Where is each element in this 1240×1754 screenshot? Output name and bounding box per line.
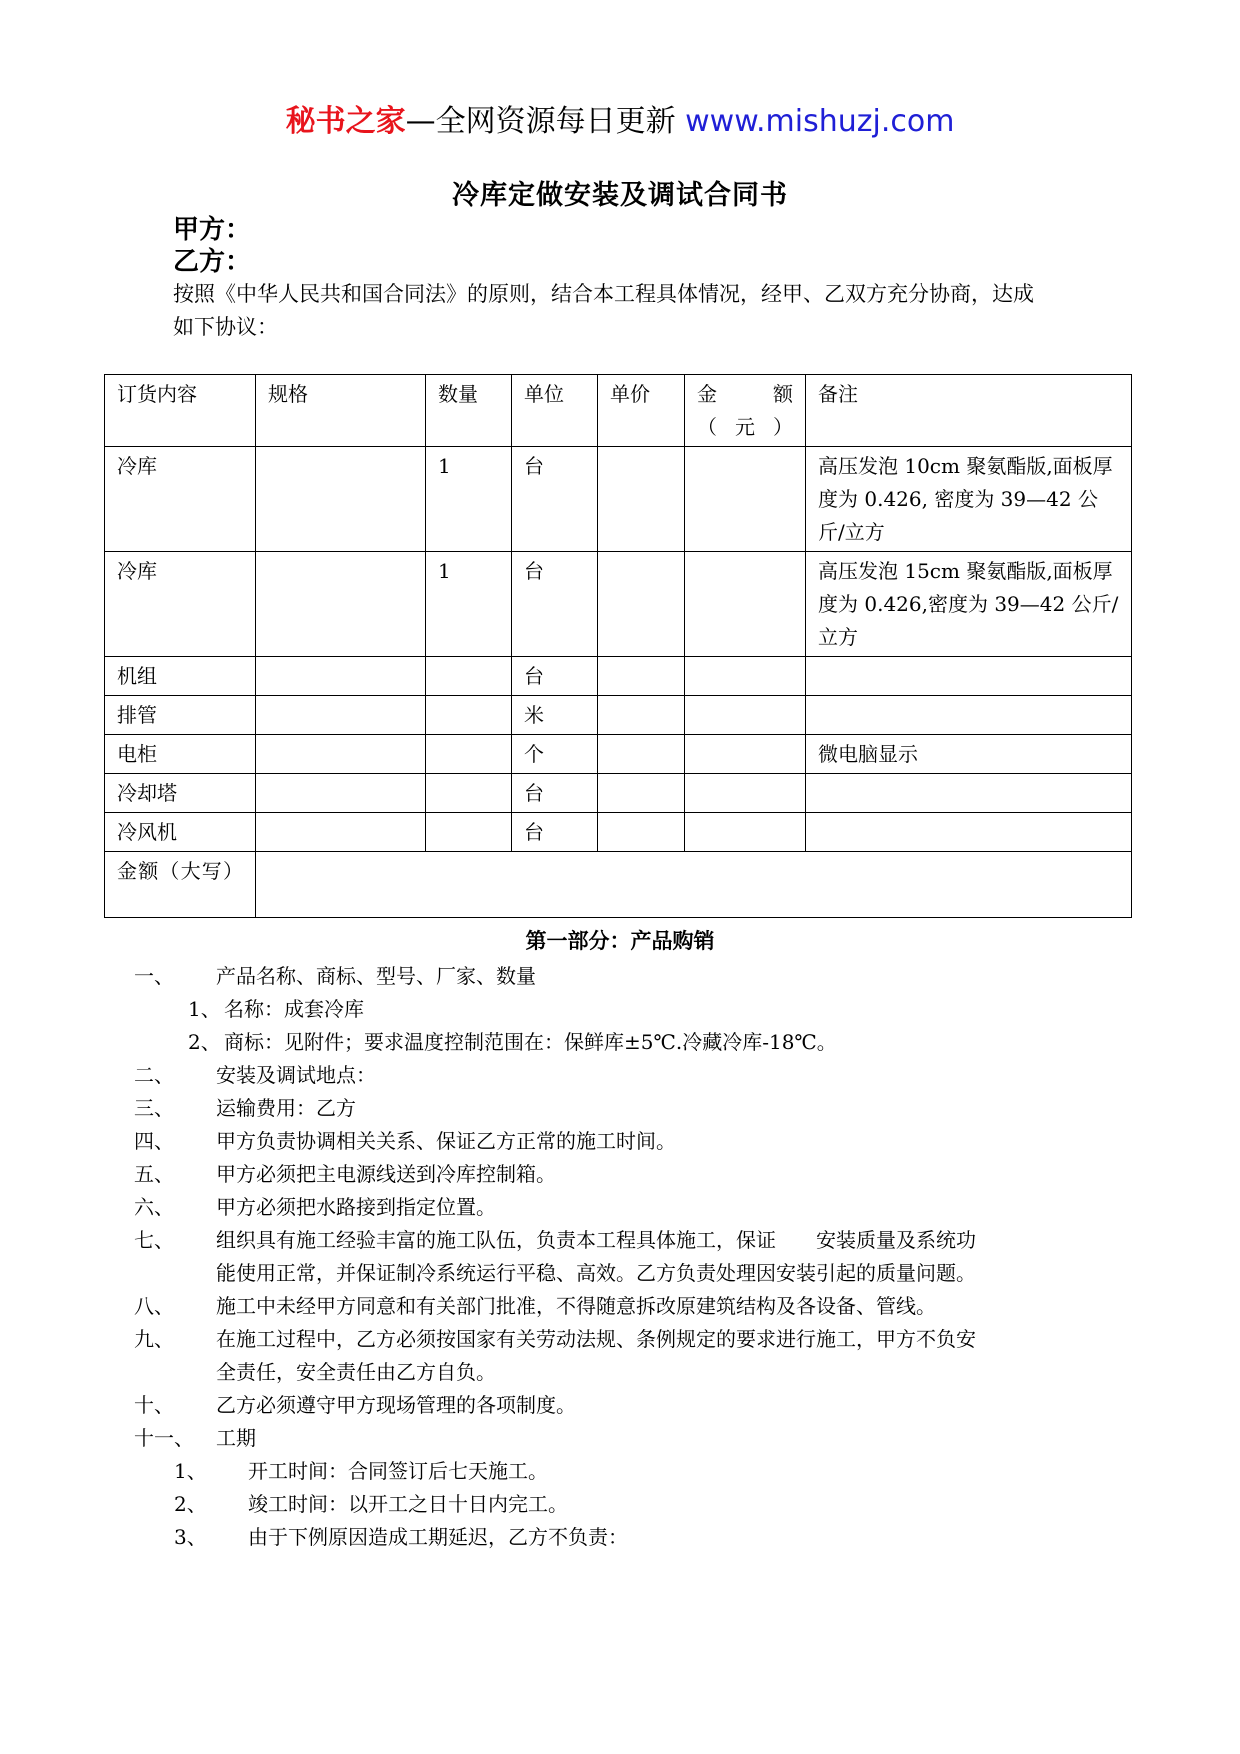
cell-unit: 台 bbox=[512, 447, 598, 552]
cell-amount bbox=[685, 447, 806, 552]
brand-name: 秘书之家 bbox=[285, 104, 406, 139]
cell-qty bbox=[426, 735, 512, 774]
clause-text: 产品名称、商标、型号、厂家、数量 bbox=[216, 964, 536, 988]
table-row bbox=[105, 552, 1132, 657]
clause-number: 十一、 bbox=[134, 1426, 194, 1450]
header-amount: 金 额（元） bbox=[685, 375, 806, 447]
clause-number: 2、 bbox=[188, 1030, 221, 1054]
party-a-label: 甲方： bbox=[173, 215, 252, 245]
header-unit: 单位 bbox=[512, 375, 598, 447]
intro-line-2: 如下协议： bbox=[173, 315, 278, 339]
clause-number: 一、 bbox=[134, 964, 174, 988]
clause-number: 七、 bbox=[134, 1228, 174, 1252]
clause-text: 运输费用：乙方 bbox=[216, 1096, 356, 1120]
cell-unit: 台 bbox=[512, 813, 598, 852]
clause-text: 组织具有施工经验丰富的施工队伍，负责本工程具体施工，保证 安装质量及系统功 bbox=[216, 1228, 976, 1252]
party-b-label: 乙方： bbox=[173, 247, 252, 277]
clause-number: 十、 bbox=[134, 1393, 174, 1417]
clause-text: 商标：见附件；要求温度控制范围在：保鲜库±5℃.冷藏冷库-18℃。 bbox=[224, 1030, 837, 1054]
cell-price bbox=[598, 735, 685, 774]
cell-spec bbox=[256, 447, 426, 552]
cell-spec bbox=[256, 696, 426, 735]
header-item: 订货内容 bbox=[105, 375, 256, 447]
clause-text: 安装及调试地点： bbox=[216, 1063, 376, 1087]
cell-price bbox=[598, 696, 685, 735]
document-title: 冷库定做安装及调试合同书 bbox=[452, 180, 788, 211]
cell-unit: 台 bbox=[512, 774, 598, 813]
cell-qty: 1 bbox=[426, 552, 512, 657]
cell-item: 机组 bbox=[105, 657, 256, 696]
header-price: 单价 bbox=[598, 375, 685, 447]
clause-text: 乙方必须遵守甲方现场管理的各项制度。 bbox=[216, 1393, 576, 1417]
clause-text: 在施工过程中，乙方必须按国家有关劳动法规、条例规定的要求进行施工，甲方不负安 bbox=[216, 1327, 976, 1351]
cell-price bbox=[598, 774, 685, 813]
clause-text: 甲方负责协调相关关系、保证乙方正常的施工时间。 bbox=[216, 1129, 676, 1153]
cell-spec bbox=[256, 552, 426, 657]
cell-unit: 台 bbox=[512, 552, 598, 657]
clause-number: 九、 bbox=[134, 1327, 174, 1351]
cell-unit: 米 bbox=[512, 696, 598, 735]
cell-amount bbox=[685, 774, 806, 813]
cell-note bbox=[806, 813, 1132, 852]
cell-price bbox=[598, 657, 685, 696]
clause-number: 3、 bbox=[174, 1525, 207, 1549]
clause-number: 八、 bbox=[134, 1294, 174, 1318]
clause-text: 甲方必须把主电源线送到冷库控制箱。 bbox=[216, 1162, 556, 1186]
clause-number: 1、 bbox=[174, 1459, 207, 1483]
cell-qty bbox=[426, 774, 512, 813]
cell-note: 高压发泡 10cm 聚氨酯版,面板厚度为 0.426, 密度为 39—42 公斤/立方 bbox=[806, 447, 1132, 552]
clause-text: 开工时间：合同签订后七天施工。 bbox=[248, 1459, 548, 1483]
total-label: 金额（大写） bbox=[105, 852, 256, 918]
cell-note bbox=[806, 657, 1132, 696]
cell-note bbox=[806, 696, 1132, 735]
slogan: —全网资源每日更新 bbox=[405, 104, 676, 139]
cell-note: 高压发泡 15cm 聚氨酯版,面板厚度为 0.426,密度为 39—42 公斤/立方 bbox=[806, 552, 1132, 657]
clause-number: 1、 bbox=[188, 997, 221, 1021]
cell-price bbox=[598, 813, 685, 852]
table-row bbox=[105, 447, 1132, 552]
table-header-row bbox=[105, 375, 1132, 447]
clause-text: 工期 bbox=[216, 1426, 256, 1450]
cell-spec bbox=[256, 774, 426, 813]
cell-note: 微电脑显示 bbox=[806, 735, 1132, 774]
clause-number: 五、 bbox=[134, 1162, 174, 1186]
table-row bbox=[105, 813, 1132, 852]
cell-note bbox=[806, 774, 1132, 813]
cell-item: 电柜 bbox=[105, 735, 256, 774]
cell-qty bbox=[426, 696, 512, 735]
clause-text: 竣工时间：以开工之日十日内完工。 bbox=[248, 1492, 568, 1516]
intro-line-1: 按照《中华人民共和国合同法》的原则，结合本工程具体情况，经甲、乙双方充分协商，达成 bbox=[173, 282, 1034, 306]
site-url[interactable]: www.mishuzj.com bbox=[685, 104, 955, 139]
header-banner bbox=[0, 102, 1240, 142]
cell-amount bbox=[685, 735, 806, 774]
cell-item: 冷风机 bbox=[105, 813, 256, 852]
header-qty: 数量 bbox=[426, 375, 512, 447]
cell-price bbox=[598, 552, 685, 657]
clause-text: 甲方必须把水路接到指定位置。 bbox=[216, 1195, 496, 1219]
table-row bbox=[105, 735, 1132, 774]
cell-price bbox=[598, 447, 685, 552]
clause-text-continued: 能使用正常，并保证制冷系统运行平稳、高效。乙方负责处理因安装引起的质量问题。 bbox=[216, 1261, 976, 1285]
cell-qty: 1 bbox=[426, 447, 512, 552]
cell-spec bbox=[256, 813, 426, 852]
cell-item: 排管 bbox=[105, 696, 256, 735]
order-table bbox=[104, 374, 1132, 918]
total-row bbox=[105, 852, 1132, 918]
cell-unit: 台 bbox=[512, 657, 598, 696]
table-row bbox=[105, 774, 1132, 813]
total-value bbox=[256, 852, 1132, 918]
table-row bbox=[105, 657, 1132, 696]
cell-spec bbox=[256, 657, 426, 696]
cell-qty bbox=[426, 657, 512, 696]
clause-number: 三、 bbox=[134, 1096, 174, 1120]
cell-unit: 个 bbox=[512, 735, 598, 774]
cell-qty bbox=[426, 813, 512, 852]
cell-item: 冷却塔 bbox=[105, 774, 256, 813]
clause-number: 四、 bbox=[134, 1129, 174, 1153]
clause-number: 2、 bbox=[174, 1492, 207, 1516]
header-note: 备注 bbox=[806, 375, 1132, 447]
clause-text-continued: 全责任，安全责任由乙方自负。 bbox=[216, 1360, 496, 1384]
cell-item: 冷库 bbox=[105, 552, 256, 657]
clause-text: 施工中未经甲方同意和有关部门批准，不得随意拆改原建筑结构及各设备、管线。 bbox=[216, 1294, 936, 1318]
section-title: 第一部分：产品购销 bbox=[525, 928, 715, 953]
cell-amount bbox=[685, 657, 806, 696]
cell-spec bbox=[256, 735, 426, 774]
table-row bbox=[105, 696, 1132, 735]
clause-number: 六、 bbox=[134, 1195, 174, 1219]
cell-item: 冷库 bbox=[105, 447, 256, 552]
clause-text: 名称：成套冷库 bbox=[224, 997, 364, 1021]
cell-amount bbox=[685, 813, 806, 852]
header-spec: 规格 bbox=[256, 375, 426, 447]
clause-text: 由于下例原因造成工期延迟，乙方不负责： bbox=[248, 1525, 628, 1549]
cell-amount bbox=[685, 552, 806, 657]
cell-amount bbox=[685, 696, 806, 735]
clause-number: 二、 bbox=[134, 1063, 174, 1087]
